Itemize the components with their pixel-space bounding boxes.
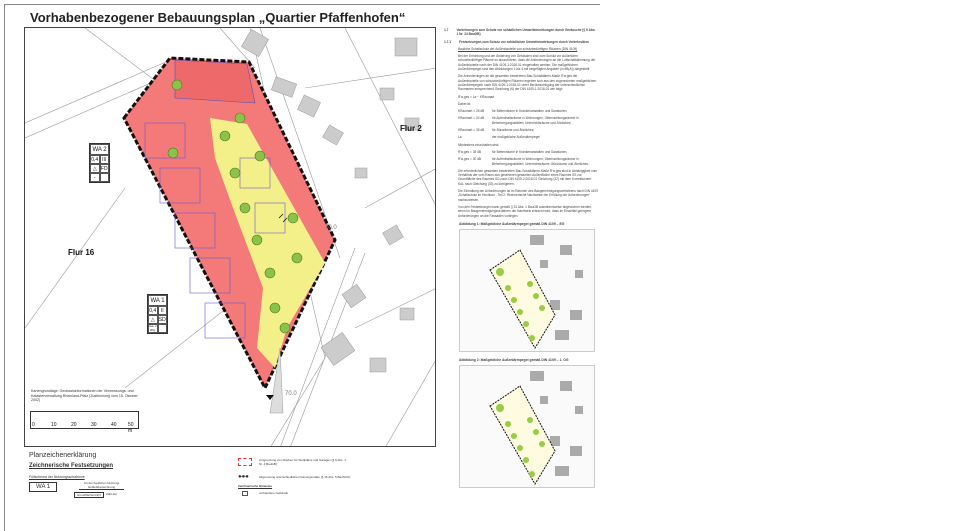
legend-fuellschema: Füllschema der Nutzungsschablone bbox=[29, 475, 85, 479]
legend-wa: WA 1 bbox=[29, 482, 57, 492]
stellplatz-symbol bbox=[238, 458, 252, 466]
section-number: 1.7.1 bbox=[444, 39, 452, 44]
wa1-extra: max. 2 Whg. bbox=[149, 325, 157, 332]
def-text: für Büroräume und Ähnliches; bbox=[492, 128, 535, 133]
map-drawing bbox=[25, 28, 436, 447]
paragraph: Die Anforderungen an die gesamten bewerteten Bau-Schalldämm-Maße R'w,ges der Außenbauteile von schutzbedürftigen Räumen ergeben sich aus den zugeordneten maßgeblichen Außenlärmpegeln nach DIN 4109-1:2018-01 unter Berücksichtigung der unterschiedlichen Raumarten entsprechend Gleichung (6) der DIN 4109-1:2018-01 wie folgt: bbox=[458, 74, 597, 92]
legend-heading: Planzeichenerklärung bbox=[29, 452, 97, 459]
def-text: für Bettenräume in Krankenanstalten und Sanatorien; bbox=[492, 109, 568, 114]
legend-zahl: Zahl der bbox=[106, 492, 118, 496]
scale-tick: 0 bbox=[32, 422, 35, 428]
wa1-floors: II bbox=[158, 306, 168, 315]
paragraph: Mindestens einzuhalten sind: bbox=[458, 142, 500, 147]
legend-stellplatz: Umgrenzung von Flächen für Stellplätze und Garagen (§ 9 Abs. 1 Nr. 4 BauGB) bbox=[259, 458, 346, 466]
flur-16-label: Flur 16 bbox=[68, 248, 95, 257]
paragraph: Bei der Errichtung und der Änderung von Gebäuden sind zum Schutz vor Außenlärm schutzbedürftiger Räume so auszuführen, dass die Anforderungen an die Luftschalldämmung der Außenbauteile nach der DIN 4109-1:2018-01 eingehalten werden. Die maßgeblichen Außenlärmpegel sind den Abbildungen 1 bis 4 mit beigefügten Angaben (in dB(A)) dargestellt. bbox=[458, 54, 596, 72]
text-column bbox=[444, 28, 598, 221]
def-text: für Aufenthaltsräume in Wohnungen, Übernachtungsräume in Beherbergungsstätten, Unterrichtsräume und Ähnliches; bbox=[492, 116, 579, 125]
page-title: Vorhabenbezogener Bebauungsplan „Quartier Pfaffenhofen“ bbox=[30, 10, 406, 25]
kartengrundlage: Kartengrundlage: Geobasisinformationen der Vermessungs- und Katasterverwaltung Rheinland-Pfalz (Zustimmung vom 15. Oktober 2002) bbox=[31, 389, 138, 402]
def-term: KRaumart = 30 dB bbox=[458, 116, 485, 121]
wa1-name: WA 1 bbox=[148, 295, 167, 306]
def-text: für Aufenthaltsräume in Wohnungen, Übernachtungsräume in Beherbergungsstätten, Unterrichtsräume, Büroräume und Ähnliches. bbox=[492, 157, 589, 166]
paragraph: Die Einhaltung der Anforderungen ist im Rahmen des Baugenehmigungsverfahrens nach DIN 4109 „Schallschutz im Hochbau - Teil 2: Rechnerische Nachweise der Erfüllung der Anforderungen“ nachzuweisen. bbox=[458, 189, 598, 202]
paragraph: Bauliche Schallschutz der Außenbauteile von schutzbedürftigen Räumen (DIN 4109) bbox=[458, 46, 578, 51]
legend-subheading: Zeichnerische Festsetzungen bbox=[29, 463, 114, 469]
scale-tick: 30 bbox=[91, 422, 97, 428]
figure-2-map bbox=[459, 365, 595, 488]
plan-map bbox=[24, 27, 436, 447]
section-heading: Vorkehrungen zum Schutz vor schädlichen Umwelteinwirkungen durch Geräusche (§ 9 Abs. 1 Nr. 24 BauGB) bbox=[456, 28, 596, 37]
wa2-name: WA 2 bbox=[90, 144, 109, 155]
paragraph: Von den Festsetzungen kann gemäß § 31 Abs. 1 BauGB ausnahmsweise abgewichen werden, wenn im Baugenehmigungsverfahren der Nachweis erbracht wird, dass im Einzelfall geringere Anforderungen an die Fassaden vorliegen. bbox=[458, 204, 592, 218]
scale-bar bbox=[30, 411, 139, 434]
height-label: 70.0 bbox=[285, 391, 297, 397]
scale-tick: 20 bbox=[71, 422, 77, 428]
wa2-roof: FD bbox=[100, 166, 108, 172]
def-text: der maßgebliche Außenlärmpegel bbox=[492, 135, 540, 140]
legend-grz: Grundflächenzahl bbox=[74, 492, 104, 498]
def-term: R'w,ges = 30 dB bbox=[458, 157, 482, 162]
def-term: KRaumart = 35 dB bbox=[458, 128, 485, 133]
scale-tick: 40 bbox=[111, 422, 117, 428]
wa2-schablone bbox=[89, 143, 110, 183]
wa1-schablone bbox=[147, 294, 168, 334]
legend-hinweise: Zeichnerische Hinweise bbox=[238, 484, 273, 488]
scale-tick: 10 bbox=[51, 422, 57, 428]
wa1-grz: 0,4 bbox=[149, 308, 157, 314]
def-text: für Bettenräume in Krankenanstalten und Sanatorien; bbox=[492, 149, 568, 154]
figure-2-caption: Abbildung 2: Maßgebliche Außenlärmpegel gemäß DIN 4109 – 1. OG bbox=[459, 358, 569, 362]
paragraph: Dabei ist bbox=[458, 101, 471, 106]
paragraph: Die erforderlichen gesamten bewerteten Bau-Schalldämm-Maße R'w,ges sind in Abhängigkeit vom Verhältnis der vom Raum aus gesehenen gesamten Außenfläche eines Raumes SS zur Grundfläche des Raumes SG nach DIN 4109-2:2018-01 Gleichung (32) mit dem Korrekturwert KAL nach Gleichung (33) zu korrigieren. bbox=[458, 168, 598, 186]
section-number: 1.7 bbox=[444, 28, 449, 32]
wa2-extra: - bbox=[90, 173, 100, 182]
legend bbox=[24, 448, 436, 528]
wa2-grz: 0,4 bbox=[91, 157, 99, 163]
legend-abgrenzung: Abgrenzung unterschiedlicher Nutzungsmaße (§ 16 Abs. 5 BauNVO) bbox=[259, 475, 351, 479]
roof-icon: △ bbox=[148, 315, 158, 324]
legend-art: Art der baulichen Nutzung/ Gebietsbezeichnung bbox=[79, 481, 124, 490]
figure-1-map bbox=[459, 229, 595, 352]
legend-gebaeude: vorhandene Gebäude bbox=[259, 491, 289, 495]
section-heading: Festsetzungen zum Schutz vor schädlichen Umwelteinwirkungen durch Verkehrslärm bbox=[459, 39, 589, 44]
figure-1-caption: Abbildung 1: Maßgebliche Außenlärmpegel gemäß DIN 4109 – EG bbox=[459, 222, 565, 226]
wa1-roof: SD bbox=[158, 317, 166, 323]
height-label: 70.0 bbox=[325, 225, 337, 231]
def-term: R'w,ges = 35 dB bbox=[458, 149, 482, 154]
abgrenzung-symbol: ●-●-● bbox=[238, 474, 248, 480]
scale-tick: 50 m bbox=[128, 422, 134, 434]
wa2-floors: III bbox=[100, 155, 110, 164]
building-symbol bbox=[242, 491, 248, 496]
def-term: La bbox=[458, 135, 462, 140]
roof-icon: △ bbox=[90, 164, 100, 173]
flur-2-label: Flur 2 bbox=[400, 124, 422, 133]
def-term: KRaumart = 25 dB bbox=[458, 109, 485, 114]
formula: R'w,ges = La − KRaumart bbox=[458, 94, 495, 99]
